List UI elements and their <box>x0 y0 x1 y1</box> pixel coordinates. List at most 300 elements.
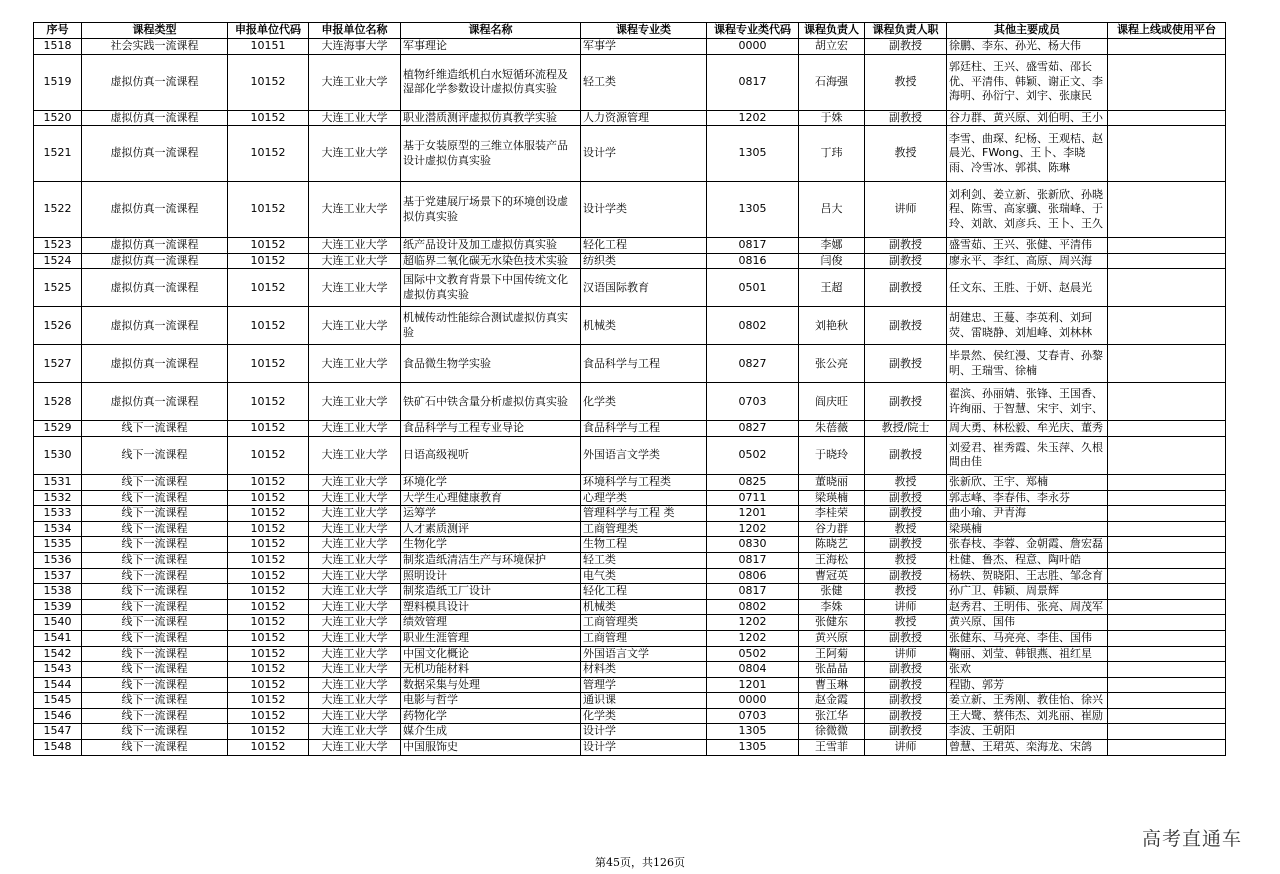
cell-other-members: 曾慧、王珺英、栾海龙、宋鸽 <box>947 740 1108 756</box>
cell-other-members: 刘爱君、崔秀霞、朱玉萍、久根間由佳 <box>947 436 1108 474</box>
cell-unit-name: 大连工业大学 <box>309 110 401 126</box>
cell-platform <box>1108 345 1226 383</box>
cell-major-category: 机械类 <box>581 307 707 345</box>
cell-unit-name: 大连工业大学 <box>309 521 401 537</box>
cell-major-category: 工商管理类 <box>581 615 707 631</box>
cell-leader: 王阿菊 <box>799 646 865 662</box>
cell-unit-code: 10152 <box>228 345 309 383</box>
cell-course-type: 线下一流课程 <box>82 421 228 437</box>
cell-course-name: 超临界二氧化碳无水染色技术实验 <box>401 253 581 269</box>
cell-leader: 李娜 <box>799 238 865 254</box>
cell-unit-code: 10152 <box>228 238 309 254</box>
cell-platform <box>1108 521 1226 537</box>
cell-major-code: 1202 <box>707 521 799 537</box>
cell-leader: 张江华 <box>799 708 865 724</box>
cell-leader-title: 教授 <box>865 474 947 490</box>
cell-course-name: 纸产品设计及加工虚拟仿真实验 <box>401 238 581 254</box>
cell-platform <box>1108 110 1226 126</box>
cell-course-name: 日语高级视听 <box>401 436 581 474</box>
cell-index: 1545 <box>34 693 82 709</box>
cell-leader-title: 副教授 <box>865 383 947 421</box>
cell-leader-title: 副教授 <box>865 630 947 646</box>
cell-major-category: 外国语言文学类 <box>581 436 707 474</box>
cell-major-category: 通识课 <box>581 693 707 709</box>
cell-platform <box>1108 39 1226 55</box>
cell-leader-title: 教授 <box>865 552 947 568</box>
table-row <box>34 677 1226 693</box>
cell-platform <box>1108 54 1226 110</box>
cell-index: 1525 <box>34 269 82 307</box>
cell-unit-name: 大连工业大学 <box>309 677 401 693</box>
cell-course-type: 线下一流课程 <box>82 537 228 553</box>
cell-major-category: 化学类 <box>581 383 707 421</box>
table-row <box>34 307 1226 345</box>
cell-unit-code: 10152 <box>228 521 309 537</box>
table-row <box>34 345 1226 383</box>
header-course-name: 课程名称 <box>401 23 581 39</box>
cell-course-type: 线下一流课程 <box>82 490 228 506</box>
cell-major-code: 0816 <box>707 253 799 269</box>
cell-course-name: 基于党建展厅场景下的环境创设虚拟仿真实验 <box>401 182 581 238</box>
cell-leader: 王海松 <box>799 552 865 568</box>
cell-unit-name: 大连工业大学 <box>309 182 401 238</box>
cell-other-members: 周大勇、林松毅、牟光庆、董秀 <box>947 421 1108 437</box>
cell-leader-title: 讲师 <box>865 646 947 662</box>
cell-course-type: 线下一流课程 <box>82 436 228 474</box>
cell-other-members: 梁瑛楠 <box>947 521 1108 537</box>
table-row <box>34 646 1226 662</box>
cell-leader: 王雪菲 <box>799 740 865 756</box>
cell-unit-name: 大连工业大学 <box>309 307 401 345</box>
cell-major-category: 设计学类 <box>581 182 707 238</box>
cell-other-members: 赵秀君、王明伟、张亮、周茂军 <box>947 599 1108 615</box>
cell-unit-code: 10152 <box>228 253 309 269</box>
cell-platform <box>1108 615 1226 631</box>
cell-unit-code: 10152 <box>228 662 309 678</box>
cell-course-name: 植物纤维造纸机白水短循环流程及湿部化学参数设计虚拟仿真实验 <box>401 54 581 110</box>
cell-unit-code: 10152 <box>228 126 309 182</box>
cell-other-members: 张新欣、王宇、郑楠 <box>947 474 1108 490</box>
cell-unit-name: 大连工业大学 <box>309 474 401 490</box>
cell-leader-title: 副教授 <box>865 345 947 383</box>
cell-major-category: 设计学 <box>581 740 707 756</box>
cell-course-type: 线下一流课程 <box>82 521 228 537</box>
cell-unit-name: 大连工业大学 <box>309 54 401 110</box>
header-platform: 课程上线或使用平台 <box>1108 23 1226 39</box>
cell-index: 1528 <box>34 383 82 421</box>
cell-course-type: 社会实践一流课程 <box>82 39 228 55</box>
table-row <box>34 436 1226 474</box>
cell-other-members: 黄兴原、国伟 <box>947 615 1108 631</box>
cell-index: 1535 <box>34 537 82 553</box>
cell-platform <box>1108 253 1226 269</box>
cell-platform <box>1108 662 1226 678</box>
cell-index: 1542 <box>34 646 82 662</box>
cell-other-members: 李雪、曲琛、纪杨、王观桔、赵晨光、FWong、王卜、李晓雨、冷雪冰、郭祺、陈琳 <box>947 126 1108 182</box>
cell-unit-name: 大连工业大学 <box>309 724 401 740</box>
cell-course-name: 电影与哲学 <box>401 693 581 709</box>
cell-leader: 刘艳秋 <box>799 307 865 345</box>
cell-unit-name: 大连工业大学 <box>309 269 401 307</box>
cell-course-type: 线下一流课程 <box>82 615 228 631</box>
cell-leader: 张公亮 <box>799 345 865 383</box>
header-major-code: 课程专业类代码 <box>707 23 799 39</box>
cell-major-code: 0830 <box>707 537 799 553</box>
cell-unit-name: 大连工业大学 <box>309 630 401 646</box>
cell-course-type: 线下一流课程 <box>82 506 228 522</box>
cell-index: 1520 <box>34 110 82 126</box>
cell-major-category: 轻化工程 <box>581 584 707 600</box>
cell-index: 1548 <box>34 740 82 756</box>
cell-platform <box>1108 269 1226 307</box>
cell-course-name: 军事理论 <box>401 39 581 55</box>
table-row <box>34 54 1226 110</box>
cell-course-type: 虚拟仿真一流课程 <box>82 345 228 383</box>
cell-major-category: 设计学 <box>581 126 707 182</box>
cell-index: 1524 <box>34 253 82 269</box>
cell-course-type: 虚拟仿真一流课程 <box>82 54 228 110</box>
cell-course-name: 制浆造纸工厂设计 <box>401 584 581 600</box>
cell-major-category: 管理学 <box>581 677 707 693</box>
cell-unit-code: 10152 <box>228 537 309 553</box>
cell-platform <box>1108 182 1226 238</box>
cell-major-category: 工商管理类 <box>581 521 707 537</box>
cell-course-type: 虚拟仿真一流课程 <box>82 307 228 345</box>
cell-leader: 胡立宏 <box>799 39 865 55</box>
cell-leader-title: 副教授 <box>865 724 947 740</box>
cell-course-type: 线下一流课程 <box>82 552 228 568</box>
cell-course-name: 无机功能材料 <box>401 662 581 678</box>
page-footer: 第45页，共126页 <box>595 856 685 869</box>
cell-unit-code: 10152 <box>228 54 309 110</box>
cell-course-type: 虚拟仿真一流课程 <box>82 126 228 182</box>
cell-unit-code: 10152 <box>228 552 309 568</box>
cell-course-name: 机械传动性能综合测试虚拟仿真实验 <box>401 307 581 345</box>
cell-platform <box>1108 506 1226 522</box>
cell-major-category: 生物工程 <box>581 537 707 553</box>
cell-other-members: 杜健、鲁杰、程意、陶叶皓 <box>947 552 1108 568</box>
cell-course-type: 线下一流课程 <box>82 599 228 615</box>
cell-other-members: 李波、王朝阳 <box>947 724 1108 740</box>
cell-unit-name: 大连工业大学 <box>309 599 401 615</box>
cell-leader: 丁玮 <box>799 126 865 182</box>
cell-unit-name: 大连工业大学 <box>309 126 401 182</box>
header-unit-code: 申报单位代码 <box>228 23 309 39</box>
cell-course-name: 生物化学 <box>401 537 581 553</box>
cell-unit-code: 10152 <box>228 269 309 307</box>
cell-leader-title: 副教授 <box>865 537 947 553</box>
cell-other-members: 谷力群、黄兴原、刘伯明、王小 <box>947 110 1108 126</box>
cell-platform <box>1108 126 1226 182</box>
cell-unit-code: 10152 <box>228 693 309 709</box>
table-row <box>34 474 1226 490</box>
course-table <box>33 22 1226 756</box>
cell-unit-code: 10152 <box>228 110 309 126</box>
cell-leader: 董晓丽 <box>799 474 865 490</box>
cell-other-members: 徐鹏、李东、孙光、杨大伟 <box>947 39 1108 55</box>
table-row <box>34 630 1226 646</box>
cell-course-name: 职业潜质测评虚拟仿真教学实验 <box>401 110 581 126</box>
cell-index: 1527 <box>34 345 82 383</box>
cell-unit-code: 10152 <box>228 646 309 662</box>
cell-index: 1521 <box>34 126 82 182</box>
cell-leader-title: 教授 <box>865 615 947 631</box>
cell-unit-code: 10152 <box>228 474 309 490</box>
cell-course-type: 线下一流课程 <box>82 708 228 724</box>
cell-unit-code: 10152 <box>228 490 309 506</box>
cell-leader-title: 教授 <box>865 521 947 537</box>
cell-index: 1518 <box>34 39 82 55</box>
header-leader-title: 课程负责人职 <box>865 23 947 39</box>
cell-other-members: 张欢 <box>947 662 1108 678</box>
cell-leader-title: 教授 <box>865 584 947 600</box>
cell-platform <box>1108 474 1226 490</box>
cell-index: 1531 <box>34 474 82 490</box>
cell-unit-code: 10152 <box>228 599 309 615</box>
cell-unit-code: 10152 <box>228 182 309 238</box>
cell-index: 1546 <box>34 708 82 724</box>
cell-major-code: 0703 <box>707 383 799 421</box>
cell-course-name: 塑料模具设计 <box>401 599 581 615</box>
cell-leader-title: 副教授 <box>865 490 947 506</box>
cell-leader-title: 教授 <box>865 126 947 182</box>
cell-index: 1539 <box>34 599 82 615</box>
table-row <box>34 421 1226 437</box>
cell-index: 1519 <box>34 54 82 110</box>
cell-course-name: 人才素质测评 <box>401 521 581 537</box>
cell-leader-title: 副教授 <box>865 436 947 474</box>
cell-major-code: 1202 <box>707 615 799 631</box>
cell-leader: 朱蓓薇 <box>799 421 865 437</box>
cell-leader-title: 副教授 <box>865 568 947 584</box>
cell-course-type: 线下一流课程 <box>82 740 228 756</box>
cell-leader-title: 副教授 <box>865 269 947 307</box>
cell-major-code: 0000 <box>707 693 799 709</box>
cell-leader: 王超 <box>799 269 865 307</box>
cell-major-code: 0711 <box>707 490 799 506</box>
cell-leader: 徐微微 <box>799 724 865 740</box>
cell-unit-code: 10152 <box>228 708 309 724</box>
header-leader: 课程负责人 <box>799 23 865 39</box>
table-row <box>34 615 1226 631</box>
cell-unit-name: 大连工业大学 <box>309 646 401 662</box>
cell-leader: 陈晓艺 <box>799 537 865 553</box>
table-header-row <box>34 23 1226 39</box>
cell-major-category: 设计学 <box>581 724 707 740</box>
cell-course-name: 环境化学 <box>401 474 581 490</box>
cell-major-category: 心理学类 <box>581 490 707 506</box>
table-row <box>34 39 1226 55</box>
cell-course-type: 虚拟仿真一流课程 <box>82 110 228 126</box>
cell-unit-code: 10152 <box>228 584 309 600</box>
cell-leader: 于晓玲 <box>799 436 865 474</box>
cell-index: 1526 <box>34 307 82 345</box>
cell-platform <box>1108 599 1226 615</box>
table-row <box>34 537 1226 553</box>
cell-platform <box>1108 584 1226 600</box>
cell-platform <box>1108 693 1226 709</box>
cell-major-category: 轻工类 <box>581 552 707 568</box>
cell-platform <box>1108 646 1226 662</box>
cell-leader: 赵金霞 <box>799 693 865 709</box>
cell-other-members: 任文东、王胜、于妍、赵晨光 <box>947 269 1108 307</box>
cell-course-name: 中国文化概论 <box>401 646 581 662</box>
cell-unit-name: 大连工业大学 <box>309 383 401 421</box>
cell-other-members: 程勖、郭芳 <box>947 677 1108 693</box>
cell-course-type: 线下一流课程 <box>82 474 228 490</box>
cell-other-members: 孙广卫、韩颖、周景辉 <box>947 584 1108 600</box>
cell-other-members: 郭廷柱、王兴、盛雪茹、邵长优、平清伟、韩颖、谢正文、李海明、孙衍宁、刘宇、张康民 <box>947 54 1108 110</box>
cell-course-name: 职业生涯管理 <box>401 630 581 646</box>
cell-index: 1547 <box>34 724 82 740</box>
cell-course-type: 虚拟仿真一流课程 <box>82 383 228 421</box>
cell-index: 1540 <box>34 615 82 631</box>
cell-unit-name: 大连工业大学 <box>309 421 401 437</box>
cell-leader-title: 副教授 <box>865 110 947 126</box>
cell-platform <box>1108 630 1226 646</box>
cell-unit-code: 10152 <box>228 383 309 421</box>
cell-course-type: 线下一流课程 <box>82 584 228 600</box>
cell-course-type: 线下一流课程 <box>82 662 228 678</box>
cell-major-code: 0703 <box>707 708 799 724</box>
cell-unit-name: 大连工业大学 <box>309 436 401 474</box>
cell-platform <box>1108 537 1226 553</box>
table-row <box>34 126 1226 182</box>
cell-unit-name: 大连海事大学 <box>309 39 401 55</box>
cell-course-name: 运筹学 <box>401 506 581 522</box>
cell-leader: 谷力群 <box>799 521 865 537</box>
cell-course-name: 媒介生成 <box>401 724 581 740</box>
cell-leader-title: 副教授 <box>865 506 947 522</box>
cell-major-code: 0827 <box>707 345 799 383</box>
cell-course-type: 虚拟仿真一流课程 <box>82 238 228 254</box>
cell-other-members: 张健东、马亮亮、李佳、国伟 <box>947 630 1108 646</box>
cell-course-name: 药物化学 <box>401 708 581 724</box>
cell-index: 1522 <box>34 182 82 238</box>
cell-unit-name: 大连工业大学 <box>309 537 401 553</box>
watermark: 高考直通车 <box>1142 828 1243 850</box>
cell-other-members: 王大鹭、蔡伟杰、刘兆丽、崔励 <box>947 708 1108 724</box>
cell-platform <box>1108 568 1226 584</box>
cell-course-type: 线下一流课程 <box>82 568 228 584</box>
cell-major-code: 1305 <box>707 182 799 238</box>
cell-course-type: 虚拟仿真一流课程 <box>82 253 228 269</box>
cell-index: 1534 <box>34 521 82 537</box>
cell-major-category: 外国语言文学 <box>581 646 707 662</box>
cell-major-code: 1201 <box>707 677 799 693</box>
header-other-members: 其他主要成员 <box>947 23 1108 39</box>
cell-leader-title: 讲师 <box>865 740 947 756</box>
header-unit-name: 申报单位名称 <box>309 23 401 39</box>
cell-leader: 黄兴原 <box>799 630 865 646</box>
cell-major-category: 工商管理 <box>581 630 707 646</box>
cell-major-category: 轻化工程 <box>581 238 707 254</box>
cell-other-members: 张春枝、李蓉、金朝霞、詹宏磊 <box>947 537 1108 553</box>
cell-course-type: 虚拟仿真一流课程 <box>82 269 228 307</box>
cell-index: 1529 <box>34 421 82 437</box>
cell-index: 1532 <box>34 490 82 506</box>
cell-major-code: 0501 <box>707 269 799 307</box>
table-row <box>34 599 1226 615</box>
cell-course-name: 基于女装原型的三维立体服装产品设计虚拟仿真实验 <box>401 126 581 182</box>
table-row <box>34 490 1226 506</box>
cell-other-members: 刘利剑、姜立新、张新欣、孙晓程、陈雪、高家骥、张瑞峰、于玲、刘歆、刘彦兵、王卜、王久 <box>947 182 1108 238</box>
cell-major-category: 材料类 <box>581 662 707 678</box>
cell-index: 1530 <box>34 436 82 474</box>
table-row <box>34 383 1226 421</box>
cell-unit-name: 大连工业大学 <box>309 708 401 724</box>
cell-unit-name: 大连工业大学 <box>309 238 401 254</box>
cell-leader: 阎庆旺 <box>799 383 865 421</box>
cell-course-name: 国际中文教育背景下中国传统文化虚拟仿真实验 <box>401 269 581 307</box>
cell-unit-code: 10152 <box>228 506 309 522</box>
cell-major-category: 军事学 <box>581 39 707 55</box>
cell-other-members: 曲小瑜、尹青海 <box>947 506 1108 522</box>
cell-unit-name: 大连工业大学 <box>309 568 401 584</box>
cell-major-code: 0817 <box>707 584 799 600</box>
cell-unit-name: 大连工业大学 <box>309 490 401 506</box>
cell-course-name: 照明设计 <box>401 568 581 584</box>
cell-major-code: 0000 <box>707 39 799 55</box>
cell-course-type: 线下一流课程 <box>82 646 228 662</box>
cell-platform <box>1108 724 1226 740</box>
cell-major-code: 1202 <box>707 630 799 646</box>
cell-course-type: 虚拟仿真一流课程 <box>82 182 228 238</box>
cell-unit-name: 大连工业大学 <box>309 615 401 631</box>
cell-unit-code: 10152 <box>228 421 309 437</box>
cell-major-code: 0802 <box>707 307 799 345</box>
cell-major-category: 汉语国际教育 <box>581 269 707 307</box>
cell-unit-code: 10152 <box>228 436 309 474</box>
cell-leader: 李姝 <box>799 599 865 615</box>
table-row <box>34 693 1226 709</box>
table-row <box>34 269 1226 307</box>
header-major-category: 课程专业类 <box>581 23 707 39</box>
cell-course-type: 线下一流课程 <box>82 630 228 646</box>
cell-major-category: 化学类 <box>581 708 707 724</box>
cell-leader-title: 副教授 <box>865 39 947 55</box>
cell-leader: 曹冠英 <box>799 568 865 584</box>
cell-platform <box>1108 490 1226 506</box>
cell-index: 1543 <box>34 662 82 678</box>
cell-leader: 张健东 <box>799 615 865 631</box>
cell-course-name: 食品微生物学实验 <box>401 345 581 383</box>
cell-unit-name: 大连工业大学 <box>309 740 401 756</box>
cell-course-type: 线下一流课程 <box>82 724 228 740</box>
cell-other-members: 鞠丽、刘莹、韩银燕、祖红星 <box>947 646 1108 662</box>
header-index: 序号 <box>34 23 82 39</box>
cell-major-code: 1201 <box>707 506 799 522</box>
cell-major-code: 1305 <box>707 740 799 756</box>
cell-unit-code: 10152 <box>228 615 309 631</box>
cell-unit-code: 10152 <box>228 677 309 693</box>
cell-major-code: 1305 <box>707 724 799 740</box>
cell-platform <box>1108 677 1226 693</box>
cell-leader: 于姝 <box>799 110 865 126</box>
cell-leader-title: 副教授 <box>865 238 947 254</box>
cell-unit-name: 大连工业大学 <box>309 662 401 678</box>
cell-major-code: 0817 <box>707 238 799 254</box>
cell-leader-title: 教授 <box>865 54 947 110</box>
cell-major-code: 1305 <box>707 126 799 182</box>
cell-index: 1536 <box>34 552 82 568</box>
cell-platform <box>1108 383 1226 421</box>
table-row <box>34 253 1226 269</box>
table-row <box>34 662 1226 678</box>
cell-major-category: 食品科学与工程 <box>581 345 707 383</box>
cell-platform <box>1108 740 1226 756</box>
cell-major-category: 管理科学与工程 类 <box>581 506 707 522</box>
